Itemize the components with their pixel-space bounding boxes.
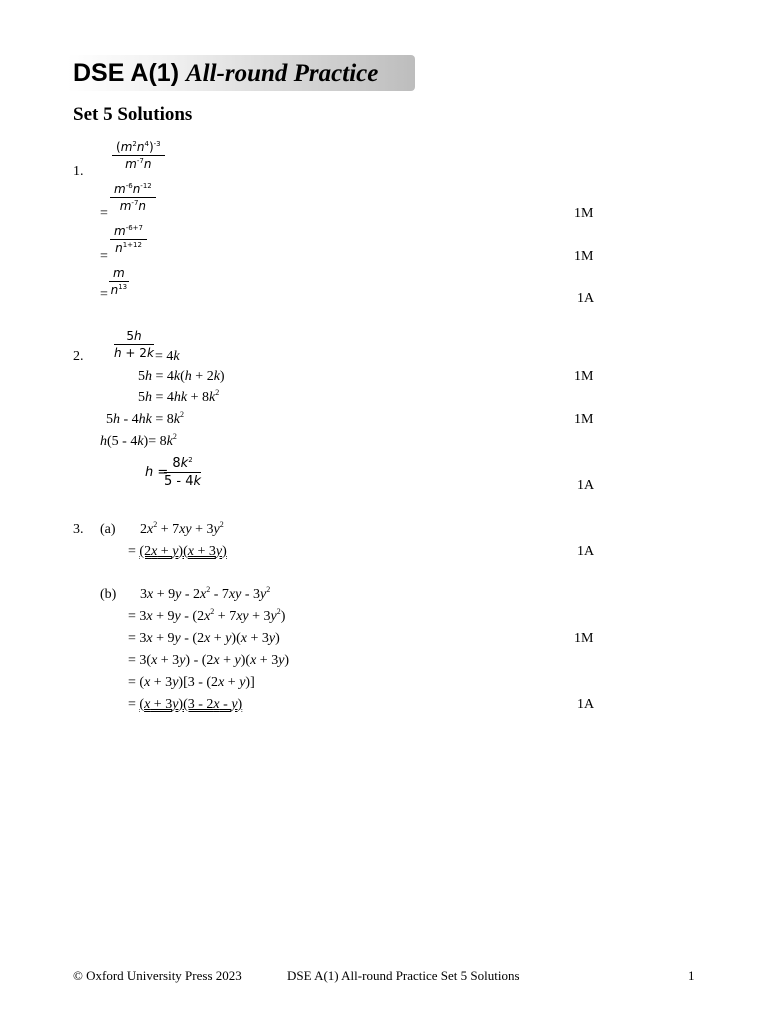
mark-q2-3: 1A xyxy=(577,478,595,493)
q3b-step-2: = $3x + 9y - (2x^2 + 7xy + 3y^2)$ xyxy=(128,607,286,624)
page-title xyxy=(73,58,378,89)
q2-step-1-fraction: $\frac{5h}{h + 2k}$ xyxy=(114,329,154,360)
q2-step-6-fraction: $\frac{8k^2}{5 - 4k}$ xyxy=(164,456,202,489)
q3-part-b-label: (b) xyxy=(100,587,117,602)
title-main: DSE A(1) xyxy=(73,59,186,87)
q1-step-4: $\frac{m}{n^{13}}$ xyxy=(110,266,128,297)
q1-step-2: $\frac{m^{-6}n^{-12}}{m^{-7}n}$ xyxy=(110,182,156,213)
title-italic: All-round Practice xyxy=(185,60,379,87)
mark-q1-3: 1A xyxy=(577,291,595,306)
q3b-step-1: $3x + 9y - 2x^2 - 7xy - 3y^2$ xyxy=(140,585,271,602)
q2-step-6-lhs: h = xyxy=(145,465,169,480)
footer-copyright: © Oxford University Press 2023 xyxy=(73,968,242,983)
question-number-1: 1. xyxy=(73,164,84,179)
q1-equals-2: = xyxy=(100,206,108,221)
q2-step-4: $5h - 4hk = 8k^2$ xyxy=(106,410,185,427)
set-title: Set 5 Solutions xyxy=(73,104,193,125)
q3-part-a-label: (a) xyxy=(100,522,116,537)
footer-doc-title: DSE A(1) All-round Practice Set 5 Solutions xyxy=(287,968,520,983)
q3b-step-3: = 3x + 9y - (2x + y)(x + 3y) xyxy=(128,631,280,646)
q2-step-2: 5h = 4k(h + 2k) xyxy=(138,369,225,384)
question-number-3: 3. xyxy=(73,522,84,537)
q3a-step-2: = (2x + y)(x + 3y) xyxy=(128,544,227,559)
mark-q3-2: 1M xyxy=(574,631,594,646)
q1-step-1: $\frac{(m^2n^4)^{-3}}{m^{-7}n}$ xyxy=(112,140,165,171)
q3b-step-6: = (x + 3y)(3 - 2x - y) xyxy=(128,697,243,712)
mark-q1-1: 1M xyxy=(574,206,594,221)
q2-step-3: $5h = 4hk + 8k^2$ xyxy=(138,388,220,405)
mark-q3-1: 1A xyxy=(577,544,595,559)
q1-equals-3: = xyxy=(100,249,108,264)
question-number-2: 2. xyxy=(73,349,84,364)
q2-step-1-rhs: = 4k xyxy=(155,349,180,364)
q1-step-3: $\frac{m^{-6+7}}{n^{1+12}}$ xyxy=(110,224,147,255)
mark-q1-2: 1M xyxy=(574,249,594,264)
q3b-step-4: = 3(x + 3y) - (2x + y)(x + 3y) xyxy=(128,653,290,668)
mark-q3-3: 1A xyxy=(577,697,595,712)
q1-equals-4: = xyxy=(100,287,108,302)
footer-page-number: 1 xyxy=(688,968,695,983)
q2-step-5: $h(5 - 4k)= 8k^2$ xyxy=(100,432,177,449)
q3a-step-1: $2x^2 + 7xy + 3y^2$ xyxy=(140,520,224,537)
mark-q2-1: 1M xyxy=(574,369,594,384)
q3b-step-5: = (x + 3y)[3 - (2x + y)] xyxy=(128,675,255,690)
mark-q2-2: 1M xyxy=(574,412,594,427)
